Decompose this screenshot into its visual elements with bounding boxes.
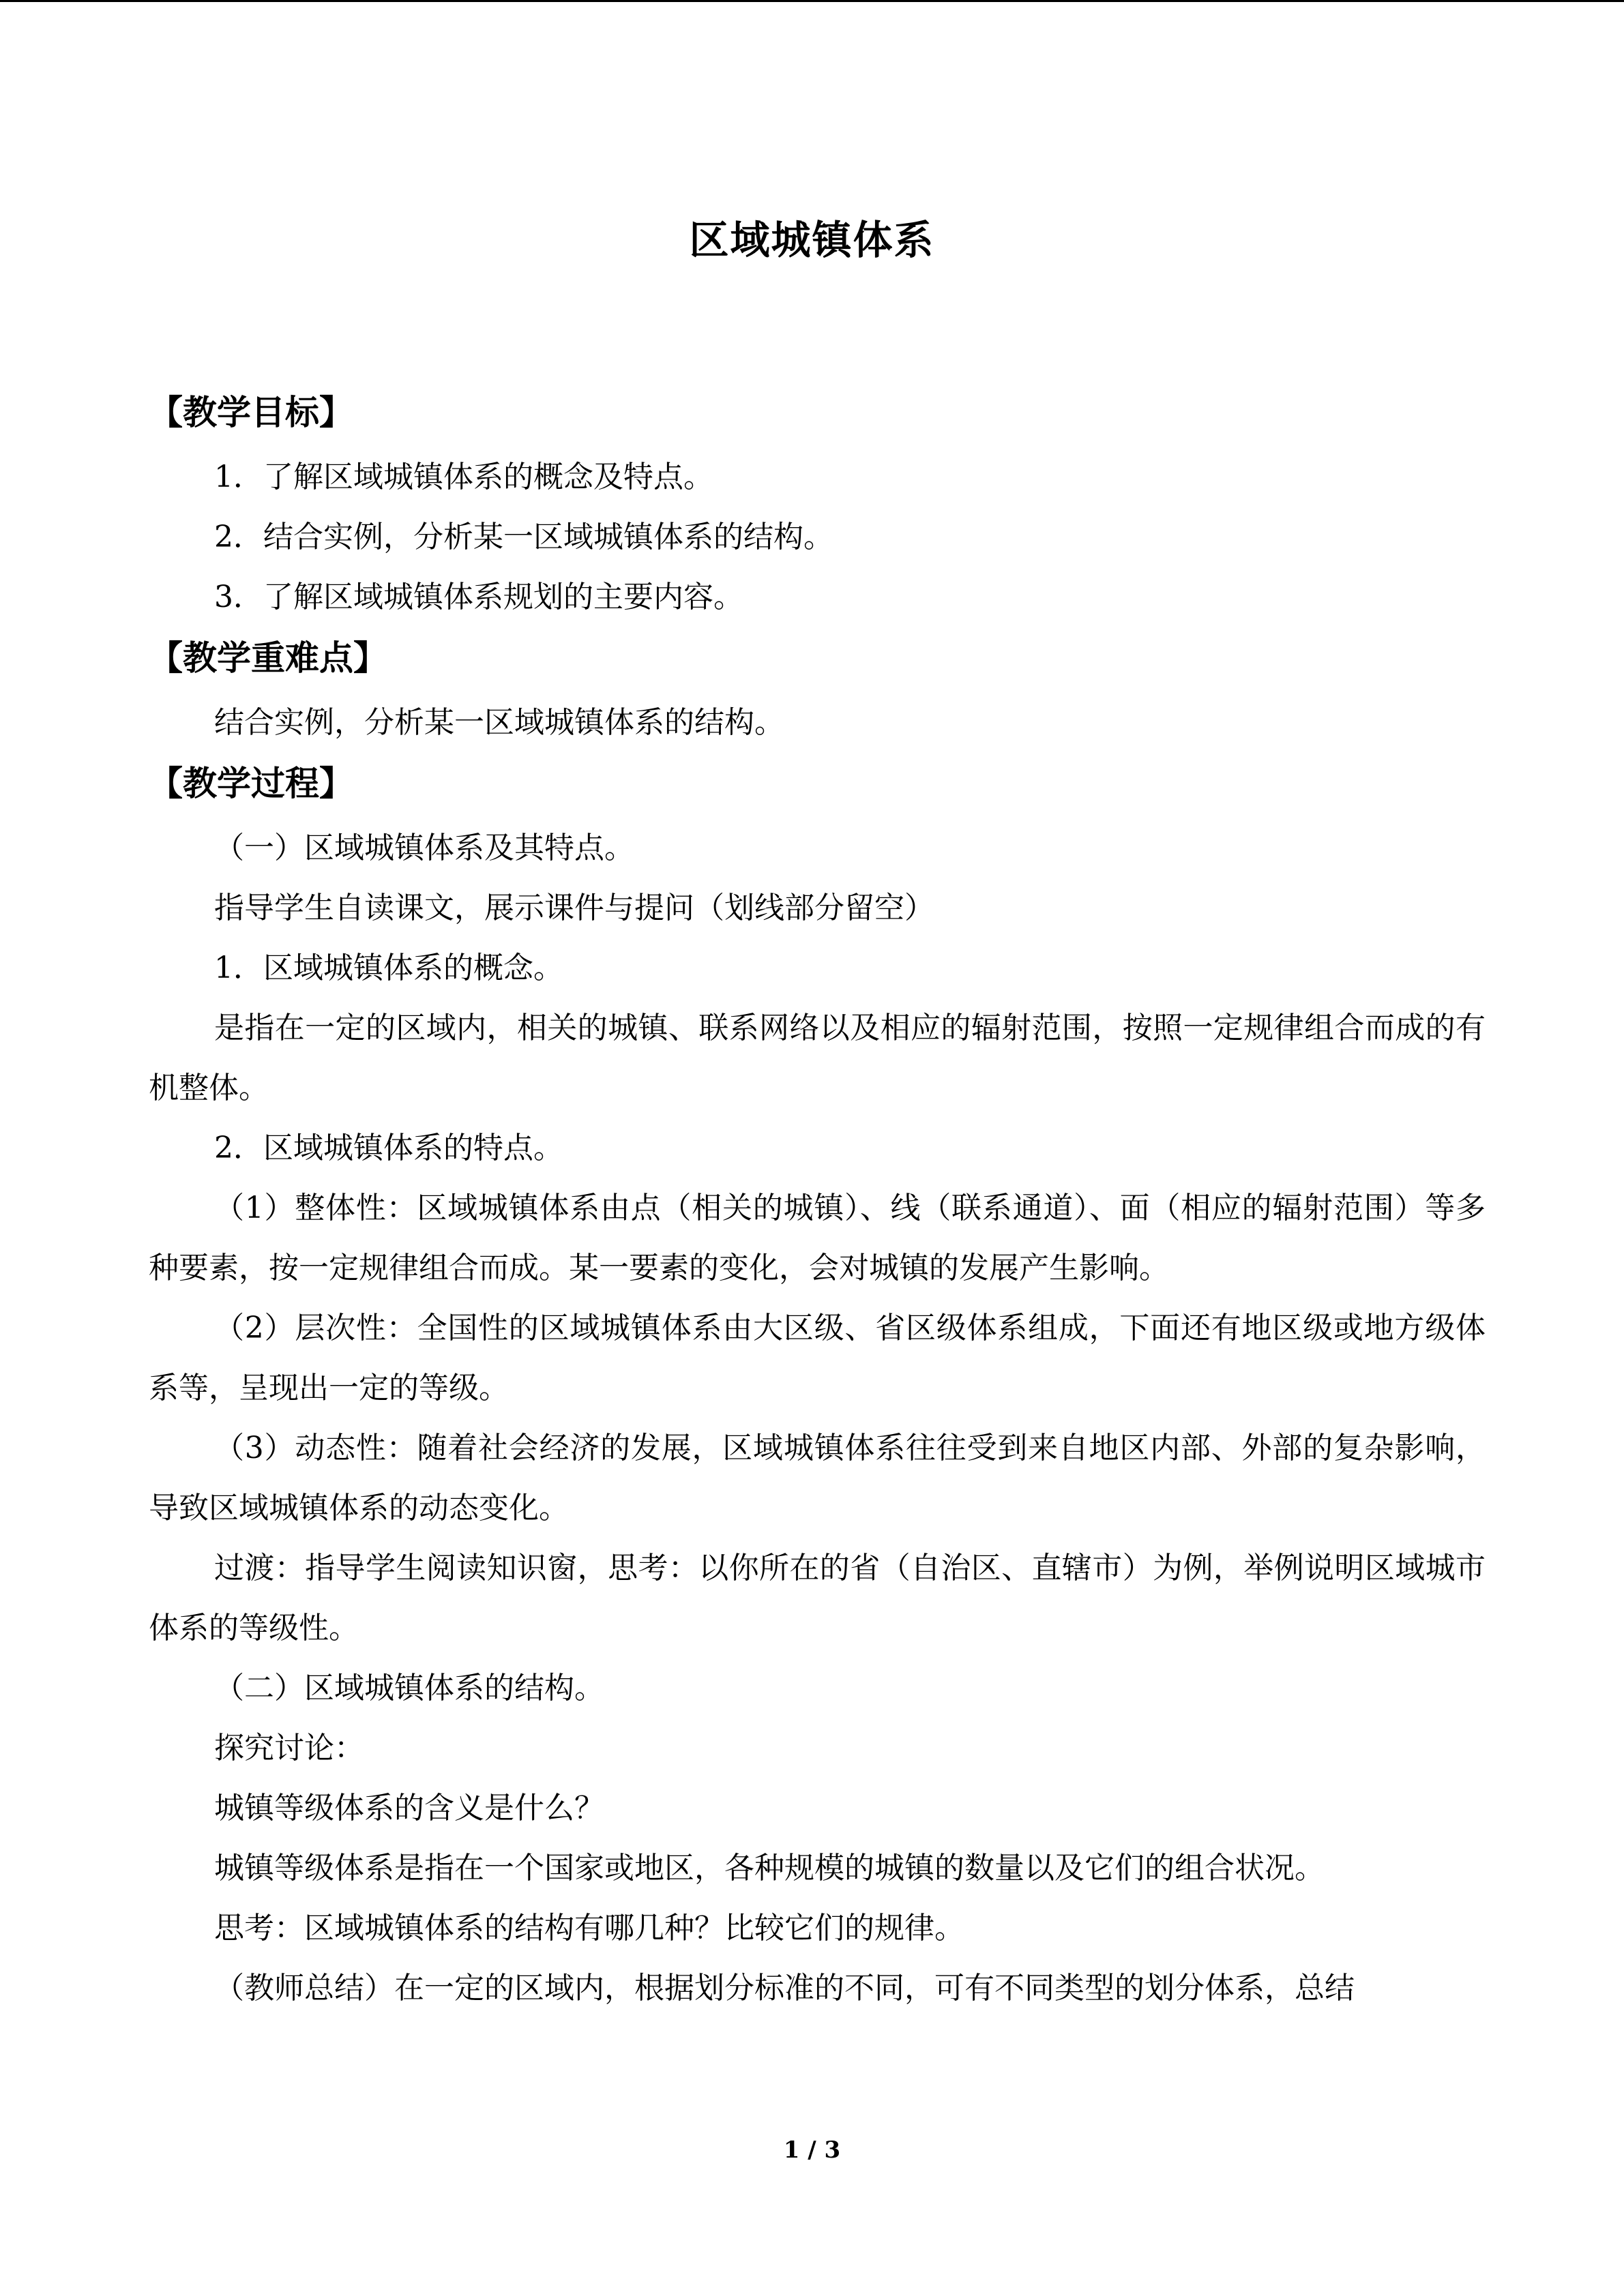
process-paragraph: （一）区域城镇体系及其特点。 <box>214 831 634 865</box>
process-paragraph: 探究讨论： <box>214 1731 364 1765</box>
process-paragraph: 2．区域城镇体系的特点。 <box>214 1131 563 1165</box>
page-number: 1 / 3 <box>783 2136 841 2164</box>
process-paragraph: （1）整体性：区域城镇体系由点（相关的城镇）、线（联系通道）、面（相应的辐射范围）等多种要素，按一定规律组合而成。某一要素的变化，会对城镇的发展产生影响。 <box>149 1191 1486 1285</box>
objective-item: 2．结合实例，分析某一区域城镇体系的结构。 <box>214 520 833 554</box>
process-paragraph: 1．区域城镇体系的概念。 <box>214 951 563 985</box>
process-paragraph: 城镇等级体系的含义是什么？ <box>214 1791 604 1825</box>
page-title: 区域城镇体系 <box>689 217 935 263</box>
section-heading-objectives: 【教学目标】 <box>149 393 353 432</box>
objective-item: 3．了解区域城镇体系规划的主要内容。 <box>214 580 743 614</box>
objective-item: 1．了解区域城镇体系的概念及特点。 <box>214 460 713 494</box>
section-heading-key-points: 【教学重难点】 <box>149 638 387 678</box>
process-paragraph: （3）动态性：随着社会经济的发展，区域城镇体系往往受到来自地区内部、外部的复杂影响，导致区域城镇体系的动态变化。 <box>149 1431 1486 1525</box>
top-border-line <box>0 0 1624 2</box>
process-paragraph: （2）层次性：全国性的区域城镇体系由大区级、省区级体系组成，下面还有地区级或地方级体系等，呈现出一定的等级。 <box>149 1311 1486 1405</box>
key-points-text: 结合实例，分析某一区域城镇体系的结构。 <box>214 705 784 740</box>
process-paragraph: （二）区域城镇体系的结构。 <box>214 1671 604 1705</box>
process-paragraph: 过渡：指导学生阅读知识窗，思考：以你所在的省（自治区、直辖市）为例，举例说明区域城市体系的等级性。 <box>149 1551 1486 1645</box>
process-paragraph: 城镇等级体系是指在一个国家或地区，各种规模的城镇的数量以及它们的组合状况。 <box>214 1851 1325 1885</box>
document-body <box>149 382 1486 2018</box>
process-paragraph: 是指在一定的区域内，相关的城镇、联系网络以及相应的辐射范围，按照一定规律组合而成的有机整体。 <box>149 1011 1486 1105</box>
process-paragraph: 指导学生自读课文，展示课件与提问（划线部分留空） <box>214 891 934 925</box>
process-paragraph: 思考：区域城镇体系的结构有哪几种？比较它们的规律。 <box>214 1911 964 1945</box>
section-heading-process: 【教学过程】 <box>149 764 353 803</box>
process-paragraph: （教师总结）在一定的区域内，根据划分标准的不同，可有不同类型的划分体系，总结 <box>214 1971 1355 2006</box>
